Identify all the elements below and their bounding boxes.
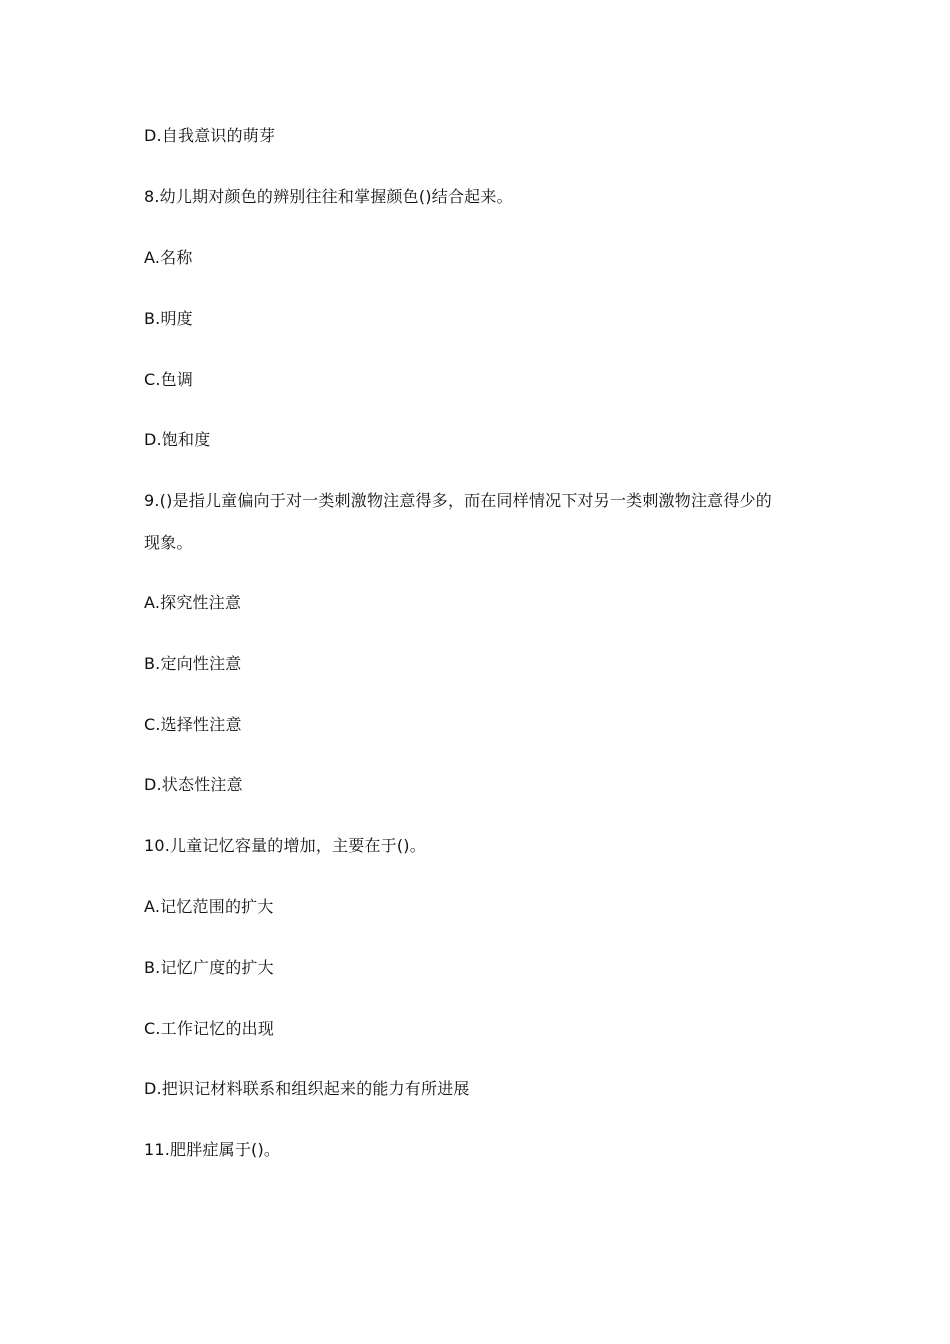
option-d-q7: D.自我意识的萌芽	[144, 126, 276, 145]
question-9: 9.()是指儿童偏向于对一类刺激物注意得多，而在同样情况下对另一类刺激物注意得少的	[144, 491, 772, 510]
option-c-q9: C.选择性注意	[144, 715, 242, 734]
option-c-q8: C.色调	[144, 370, 194, 389]
option-d-q10: D.把识记材料联系和组织起来的能力有所进展	[144, 1079, 470, 1098]
question-8: 8.幼儿期对颜色的辨别往往和掌握颜色()结合起来。	[144, 187, 513, 206]
option-b-q8: B.明度	[144, 309, 193, 328]
option-a-q10: A.记忆范围的扩大	[144, 897, 274, 916]
option-a-q9: A.探究性注意	[144, 593, 242, 612]
option-b-q9: B.定向性注意	[144, 654, 242, 673]
option-c-q10: C.工作记忆的出现	[144, 1019, 275, 1038]
option-a-q8: A.名称	[144, 248, 193, 267]
option-d-q8: D.饱和度	[144, 430, 211, 449]
option-b-q10: B.记忆广度的扩大	[144, 958, 274, 977]
option-d-q9: D.状态性注意	[144, 775, 243, 794]
question-9-continuation: 现象。	[144, 533, 193, 552]
question-11: 11.肥胖症属于()。	[144, 1140, 281, 1159]
question-10: 10.儿童记忆容量的增加，主要在于()。	[144, 836, 426, 855]
